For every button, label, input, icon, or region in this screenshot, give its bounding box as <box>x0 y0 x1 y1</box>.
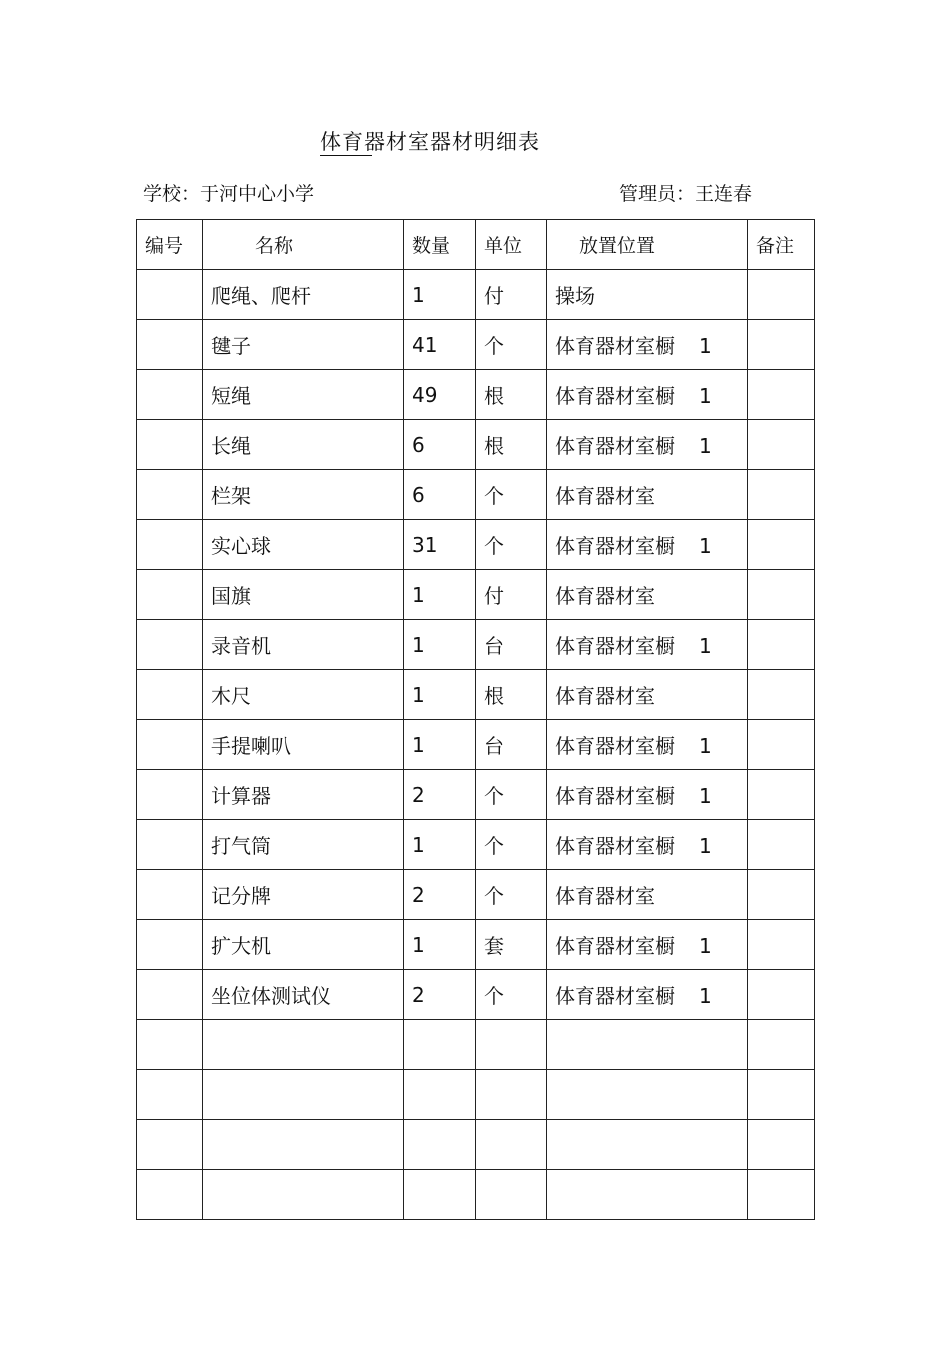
cell-quantity <box>404 1020 476 1070</box>
cell-location <box>547 570 748 620</box>
cell-unit: 根 <box>476 670 547 720</box>
cell-unit: 个 <box>476 320 547 370</box>
cell-location <box>547 870 748 920</box>
location-cabinet-number: 1 <box>699 384 712 408</box>
table-row <box>137 620 815 670</box>
cell-note <box>748 1020 815 1070</box>
table-row <box>137 570 815 620</box>
cell-name: 毽子 <box>203 320 404 370</box>
cell-name: 木尺 <box>203 670 404 720</box>
cell-note <box>748 520 815 570</box>
cell-note <box>748 870 815 920</box>
table-row <box>137 270 815 320</box>
cell-note <box>748 420 815 470</box>
cell-location <box>547 1170 748 1220</box>
cell-quantity <box>404 1170 476 1220</box>
location-text: 体育器材室橱 <box>555 634 675 658</box>
cell-number <box>137 420 203 470</box>
cell-name: 打气筒 <box>203 820 404 870</box>
cell-unit: 个 <box>476 520 547 570</box>
cell-location <box>547 520 748 570</box>
table-row <box>137 520 815 570</box>
cell-unit: 根 <box>476 420 547 470</box>
cell-number <box>137 320 203 370</box>
cell-name: 长绳 <box>203 420 404 470</box>
header-note: 备注 <box>748 220 815 270</box>
cell-location <box>547 620 748 670</box>
cell-unit: 个 <box>476 470 547 520</box>
title-text: 体育器材室器材明细表 <box>320 130 540 154</box>
cell-name: 录音机 <box>203 620 404 670</box>
cell-number <box>137 670 203 720</box>
cell-name: 扩大机 <box>203 920 404 970</box>
cell-note <box>748 770 815 820</box>
table-row <box>137 1020 815 1070</box>
cell-unit <box>476 1170 547 1220</box>
location-cabinet-number: 1 <box>699 534 712 558</box>
cell-note <box>748 1070 815 1120</box>
cell-quantity: 2 <box>404 870 476 920</box>
table-row <box>137 1120 815 1170</box>
cell-location <box>547 320 748 370</box>
location-cabinet-number: 1 <box>699 734 712 758</box>
table-row <box>137 1170 815 1220</box>
header-location: 放置位置 <box>547 220 748 270</box>
table-row <box>137 970 815 1020</box>
cell-quantity: 2 <box>404 770 476 820</box>
cell-unit <box>476 1070 547 1120</box>
cell-unit: 台 <box>476 620 547 670</box>
cell-number <box>137 370 203 420</box>
cell-name: 坐位体测试仪 <box>203 970 404 1020</box>
cell-quantity: 41 <box>404 320 476 370</box>
location-text: 操场 <box>555 284 595 308</box>
cell-note <box>748 270 815 320</box>
cell-note <box>748 920 815 970</box>
cell-quantity <box>404 1070 476 1120</box>
table-row <box>137 670 815 720</box>
cell-number <box>137 920 203 970</box>
title-underline <box>320 155 372 156</box>
cell-name: 短绳 <box>203 370 404 420</box>
cell-note <box>748 620 815 670</box>
location-text: 体育器材室橱 <box>555 384 675 408</box>
location-cabinet-number: 1 <box>699 334 712 358</box>
school-label: 学校：于河中心小学 <box>143 183 315 205</box>
location-text: 体育器材室 <box>555 684 655 708</box>
cell-name <box>203 1070 404 1120</box>
location-cabinet-number: 1 <box>699 934 712 958</box>
cell-location <box>547 1120 748 1170</box>
location-text: 体育器材室橱 <box>555 784 675 808</box>
header-unit: 单位 <box>476 220 547 270</box>
cell-note <box>748 720 815 770</box>
location-text: 体育器材室 <box>555 884 655 908</box>
cell-note <box>748 320 815 370</box>
equipment-table <box>136 219 815 1220</box>
cell-number <box>137 1070 203 1120</box>
location-text: 体育器材室 <box>555 484 655 508</box>
cell-name <box>203 1170 404 1220</box>
table-row <box>137 770 815 820</box>
cell-location <box>547 770 748 820</box>
location-text: 体育器材室橱 <box>555 984 675 1008</box>
cell-unit: 付 <box>476 570 547 620</box>
table-row <box>137 320 815 370</box>
cell-number <box>137 520 203 570</box>
header-number: 编号 <box>137 220 203 270</box>
cell-location <box>547 720 748 770</box>
cell-unit <box>476 1020 547 1070</box>
cell-location <box>547 670 748 720</box>
location-cabinet-number: 1 <box>699 634 712 658</box>
cell-quantity: 1 <box>404 670 476 720</box>
cell-quantity: 6 <box>404 420 476 470</box>
cell-number <box>137 270 203 320</box>
cell-number <box>137 720 203 770</box>
cell-number <box>137 470 203 520</box>
cell-name: 国旗 <box>203 570 404 620</box>
location-text: 体育器材室橱 <box>555 734 675 758</box>
cell-location <box>547 820 748 870</box>
cell-number <box>137 820 203 870</box>
cell-quantity: 2 <box>404 970 476 1020</box>
cell-number <box>137 1120 203 1170</box>
header-name: 名称 <box>203 220 404 270</box>
manager-label: 管理员：王连春 <box>619 183 753 205</box>
location-cabinet-number: 1 <box>699 784 712 808</box>
cell-location <box>547 920 748 970</box>
cell-unit: 付 <box>476 270 547 320</box>
page-title <box>320 126 540 156</box>
location-text: 体育器材室橱 <box>555 334 675 358</box>
cell-number <box>137 870 203 920</box>
table-row <box>137 820 815 870</box>
cell-number <box>137 570 203 620</box>
cell-quantity: 1 <box>404 620 476 670</box>
table-header-row <box>137 220 815 270</box>
cell-location <box>547 1020 748 1070</box>
location-text: 体育器材室 <box>555 584 655 608</box>
cell-quantity: 1 <box>404 570 476 620</box>
cell-note <box>748 470 815 520</box>
cell-name <box>203 1120 404 1170</box>
cell-unit: 个 <box>476 820 547 870</box>
header-quantity: 数量 <box>404 220 476 270</box>
cell-quantity: 6 <box>404 470 476 520</box>
cell-quantity: 31 <box>404 520 476 570</box>
cell-number <box>137 1020 203 1070</box>
table-row <box>137 470 815 520</box>
cell-location <box>547 420 748 470</box>
cell-name: 爬绳、爬杆 <box>203 270 404 320</box>
table-row <box>137 920 815 970</box>
cell-name <box>203 1020 404 1070</box>
cell-note <box>748 370 815 420</box>
cell-unit: 个 <box>476 870 547 920</box>
cell-unit <box>476 1120 547 1170</box>
cell-location <box>547 270 748 320</box>
table-row <box>137 720 815 770</box>
cell-location <box>547 1070 748 1120</box>
cell-note <box>748 970 815 1020</box>
location-cabinet-number: 1 <box>699 434 712 458</box>
cell-name: 实心球 <box>203 520 404 570</box>
cell-note <box>748 1120 815 1170</box>
cell-name: 记分牌 <box>203 870 404 920</box>
table-row <box>137 1070 815 1120</box>
cell-name: 计算器 <box>203 770 404 820</box>
cell-quantity: 1 <box>404 820 476 870</box>
cell-number <box>137 970 203 1020</box>
cell-note <box>748 570 815 620</box>
location-text: 体育器材室橱 <box>555 434 675 458</box>
cell-note <box>748 670 815 720</box>
cell-location <box>547 370 748 420</box>
cell-quantity: 1 <box>404 920 476 970</box>
cell-quantity <box>404 1120 476 1170</box>
cell-name: 栏架 <box>203 470 404 520</box>
cell-quantity: 49 <box>404 370 476 420</box>
cell-location <box>547 470 748 520</box>
location-cabinet-number: 1 <box>699 984 712 1008</box>
cell-unit: 台 <box>476 720 547 770</box>
table-row <box>137 870 815 920</box>
cell-note <box>748 1170 815 1220</box>
location-cabinet-number: 1 <box>699 834 712 858</box>
cell-number <box>137 620 203 670</box>
cell-quantity: 1 <box>404 720 476 770</box>
cell-unit: 个 <box>476 770 547 820</box>
cell-number <box>137 770 203 820</box>
cell-location <box>547 970 748 1020</box>
table-row <box>137 420 815 470</box>
table-row <box>137 370 815 420</box>
cell-unit: 根 <box>476 370 547 420</box>
cell-name: 手提喇叭 <box>203 720 404 770</box>
cell-quantity: 1 <box>404 270 476 320</box>
cell-note <box>748 820 815 870</box>
location-text: 体育器材室橱 <box>555 534 675 558</box>
cell-unit: 个 <box>476 970 547 1020</box>
location-text: 体育器材室橱 <box>555 934 675 958</box>
cell-number <box>137 1170 203 1220</box>
cell-unit: 套 <box>476 920 547 970</box>
location-text: 体育器材室橱 <box>555 834 675 858</box>
